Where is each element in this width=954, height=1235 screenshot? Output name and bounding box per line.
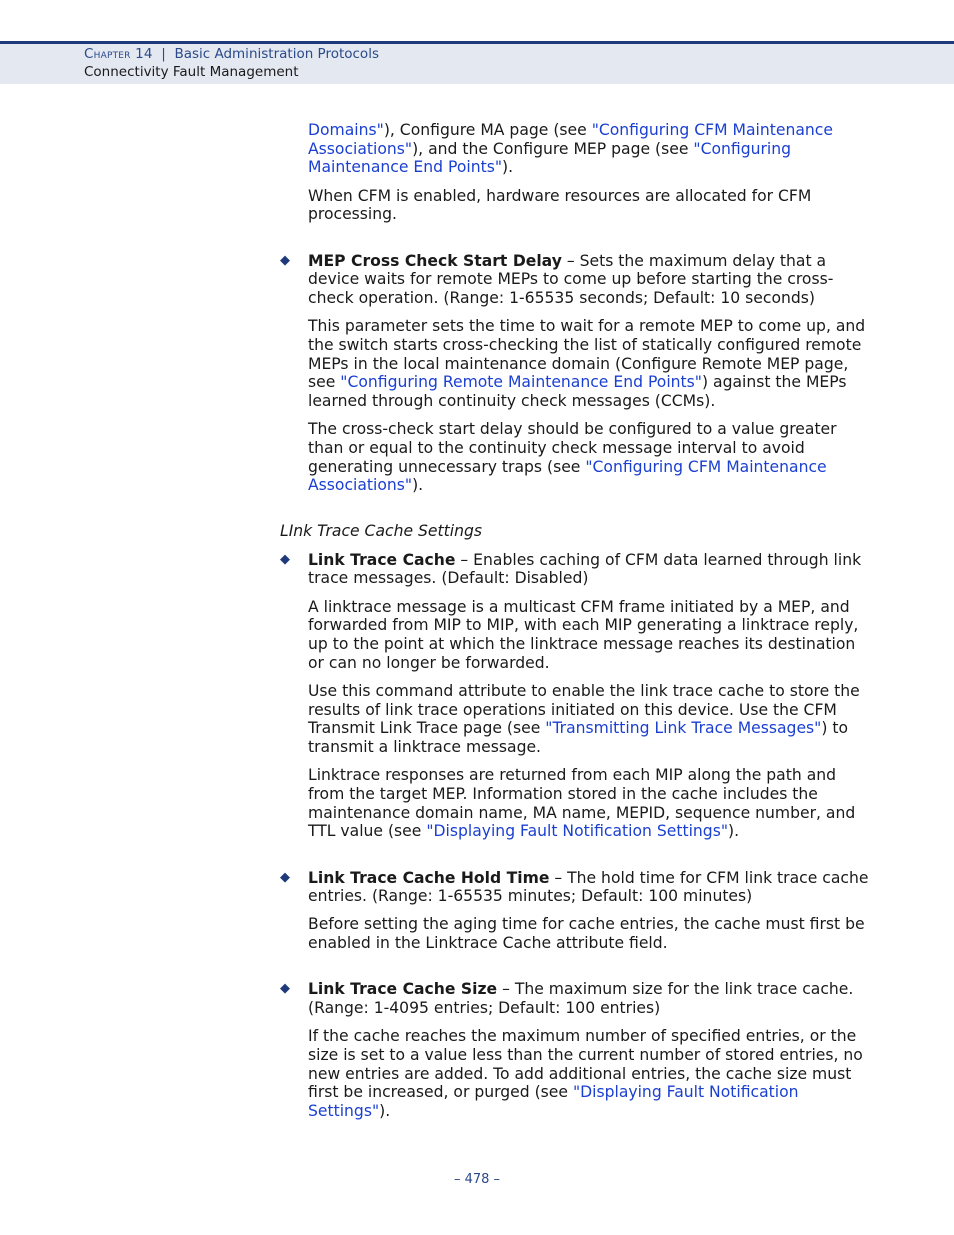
link-transmitting-link-trace[interactable]: "Transmitting Link Trace Messages" — [545, 719, 822, 738]
link-configuring-cfm-ma[interactable]: "Configuring CFM Maintenance Associations" — [308, 121, 833, 158]
link-domains[interactable]: Domains" — [308, 121, 384, 139]
diamond-bullet-icon: ◆ — [280, 869, 290, 885]
term-mep-cross-check: MEP Cross Check Start Delay — [308, 251, 562, 270]
diamond-bullet-icon: ◆ — [280, 981, 290, 997]
link-configuring-remote-mep[interactable]: "Configuring Remote Maintenance End Points" — [340, 373, 702, 392]
paragraph: Linktrace responses are returned from each MIP along the path and from the target MEP. Information stored in the cache includes the maintenance domain name, MA name, MEPID, sequence number, and TTL value (see "Displaying Fault Notification Settings"). — [308, 766, 856, 841]
paragraph: Before setting the aging time for cache entries, the cache must first be enabled in the Linktrace Cache attribute field. — [308, 915, 865, 953]
diamond-bullet-icon: ◆ — [280, 252, 290, 268]
paragraph: Use this command attribute to enable the link trace cache to store the results of link trace operations initiated on this device. Use the CFM Transmit Link Trace page (see "Transmitting Link Trace Messages") to transmit a linktrace message. — [308, 681, 860, 756]
running-header-chapter — [84, 46, 379, 62]
bullet-cache-size: ◆ Link Trace Cache Size – The maximum size for the link trace cache. (Range: 1-4095 entries; Default: 100 entries) — [280, 980, 854, 1018]
link-displaying-fault-notification-2[interactable]: "Displaying Fault Notification Settings" — [308, 1083, 799, 1121]
paragraph: A linktrace message is a multicast CFM frame initiated by a MEP, and forwarded from MIP to MIP, with each MIP generating a linktrace reply, up to the point at which the linktrace message reaches its destination or can no longer be forwarded. — [308, 597, 859, 672]
paragraph: This parameter sets the time to wait for a remote MEP to come up, and the switch starts cross-checking the list of statically configured remote MEPs in the local maintenance domain (Configure Remote MEP page, see "Configuring Remote Maintenance End Points") against the MEPs learned through continuity check messages (CCMs). — [308, 317, 866, 410]
bullet-link-trace-cache: ◆ Link Trace Cache – Enables caching of CFM data learned through link trace messages. (Default: Disabled) — [280, 550, 862, 588]
term-link-trace-cache: Link Trace Cache — [308, 550, 456, 569]
cache-size-details — [308, 1027, 870, 1121]
hold-time-details — [308, 915, 870, 952]
page-body — [280, 121, 870, 1130]
link-trace-cache-details — [308, 598, 870, 841]
chapter-label: Chapter 14 — [84, 46, 153, 62]
link-configuring-mep[interactable]: "Configuring Maintenance End Points" — [308, 139, 792, 177]
chapter-title: Basic Administration Protocols — [174, 46, 379, 62]
header-separator: | — [161, 46, 166, 62]
diamond-bullet-icon: ◆ — [280, 551, 290, 567]
page-number: – 478 – — [453, 1172, 501, 1187]
section-heading: LInk Trace Cache Settings — [280, 522, 482, 541]
bullet-mep-cross-check: ◆ MEP Cross Check Start Delay – Sets the maximum delay that a device waits for remote MEPs to come up before starting the cross-check operation. (Range: 1-65535 seconds; Default: 10 seconds) — [280, 251, 834, 307]
link-displaying-fault-notification[interactable]: "Displaying Fault Notification Settings" — [426, 822, 728, 841]
intro-paragraph: Domains"), Configure MA page (see "Configuring CFM Maintenance Associations"), and the Configure MEP page (see "Configuring Maintenance End Points"). — [308, 121, 833, 177]
term-hold-time: Link Trace Cache Hold Time — [308, 868, 550, 887]
link-configuring-cfm-ma-2[interactable]: "Configuring CFM Maintenance Associations" — [308, 457, 827, 495]
intro-paragraph-2: When CFM is enabled, hardware resources are allocated for CFM processing. — [308, 186, 812, 224]
mep-cross-check-details — [308, 317, 870, 495]
paragraph: The cross-check start delay should be configured to a value greater than or equal to the continuity check message interval to avoid generating unnecessary traps (see "Configuring CFM Maintenance Associations"). — [308, 420, 837, 495]
running-header-section: Connectivity Fault Management — [84, 64, 299, 80]
paragraph: If the cache reaches the maximum number of specified entries, or the size is set to a value less than the current number of stored entries, no new entries are added. To add additional entries, the cache size must first be increased, or purged (see "Displaying Fault Notification Settings"). — [308, 1027, 863, 1121]
intro-block — [308, 121, 870, 224]
term-cache-size: Link Trace Cache Size — [308, 980, 498, 999]
bullet-hold-time: ◆ Link Trace Cache Hold Time – The hold time for CFM link trace cache entries. (Range: 1-65535 minutes; Default: 100 minutes) — [280, 868, 869, 906]
